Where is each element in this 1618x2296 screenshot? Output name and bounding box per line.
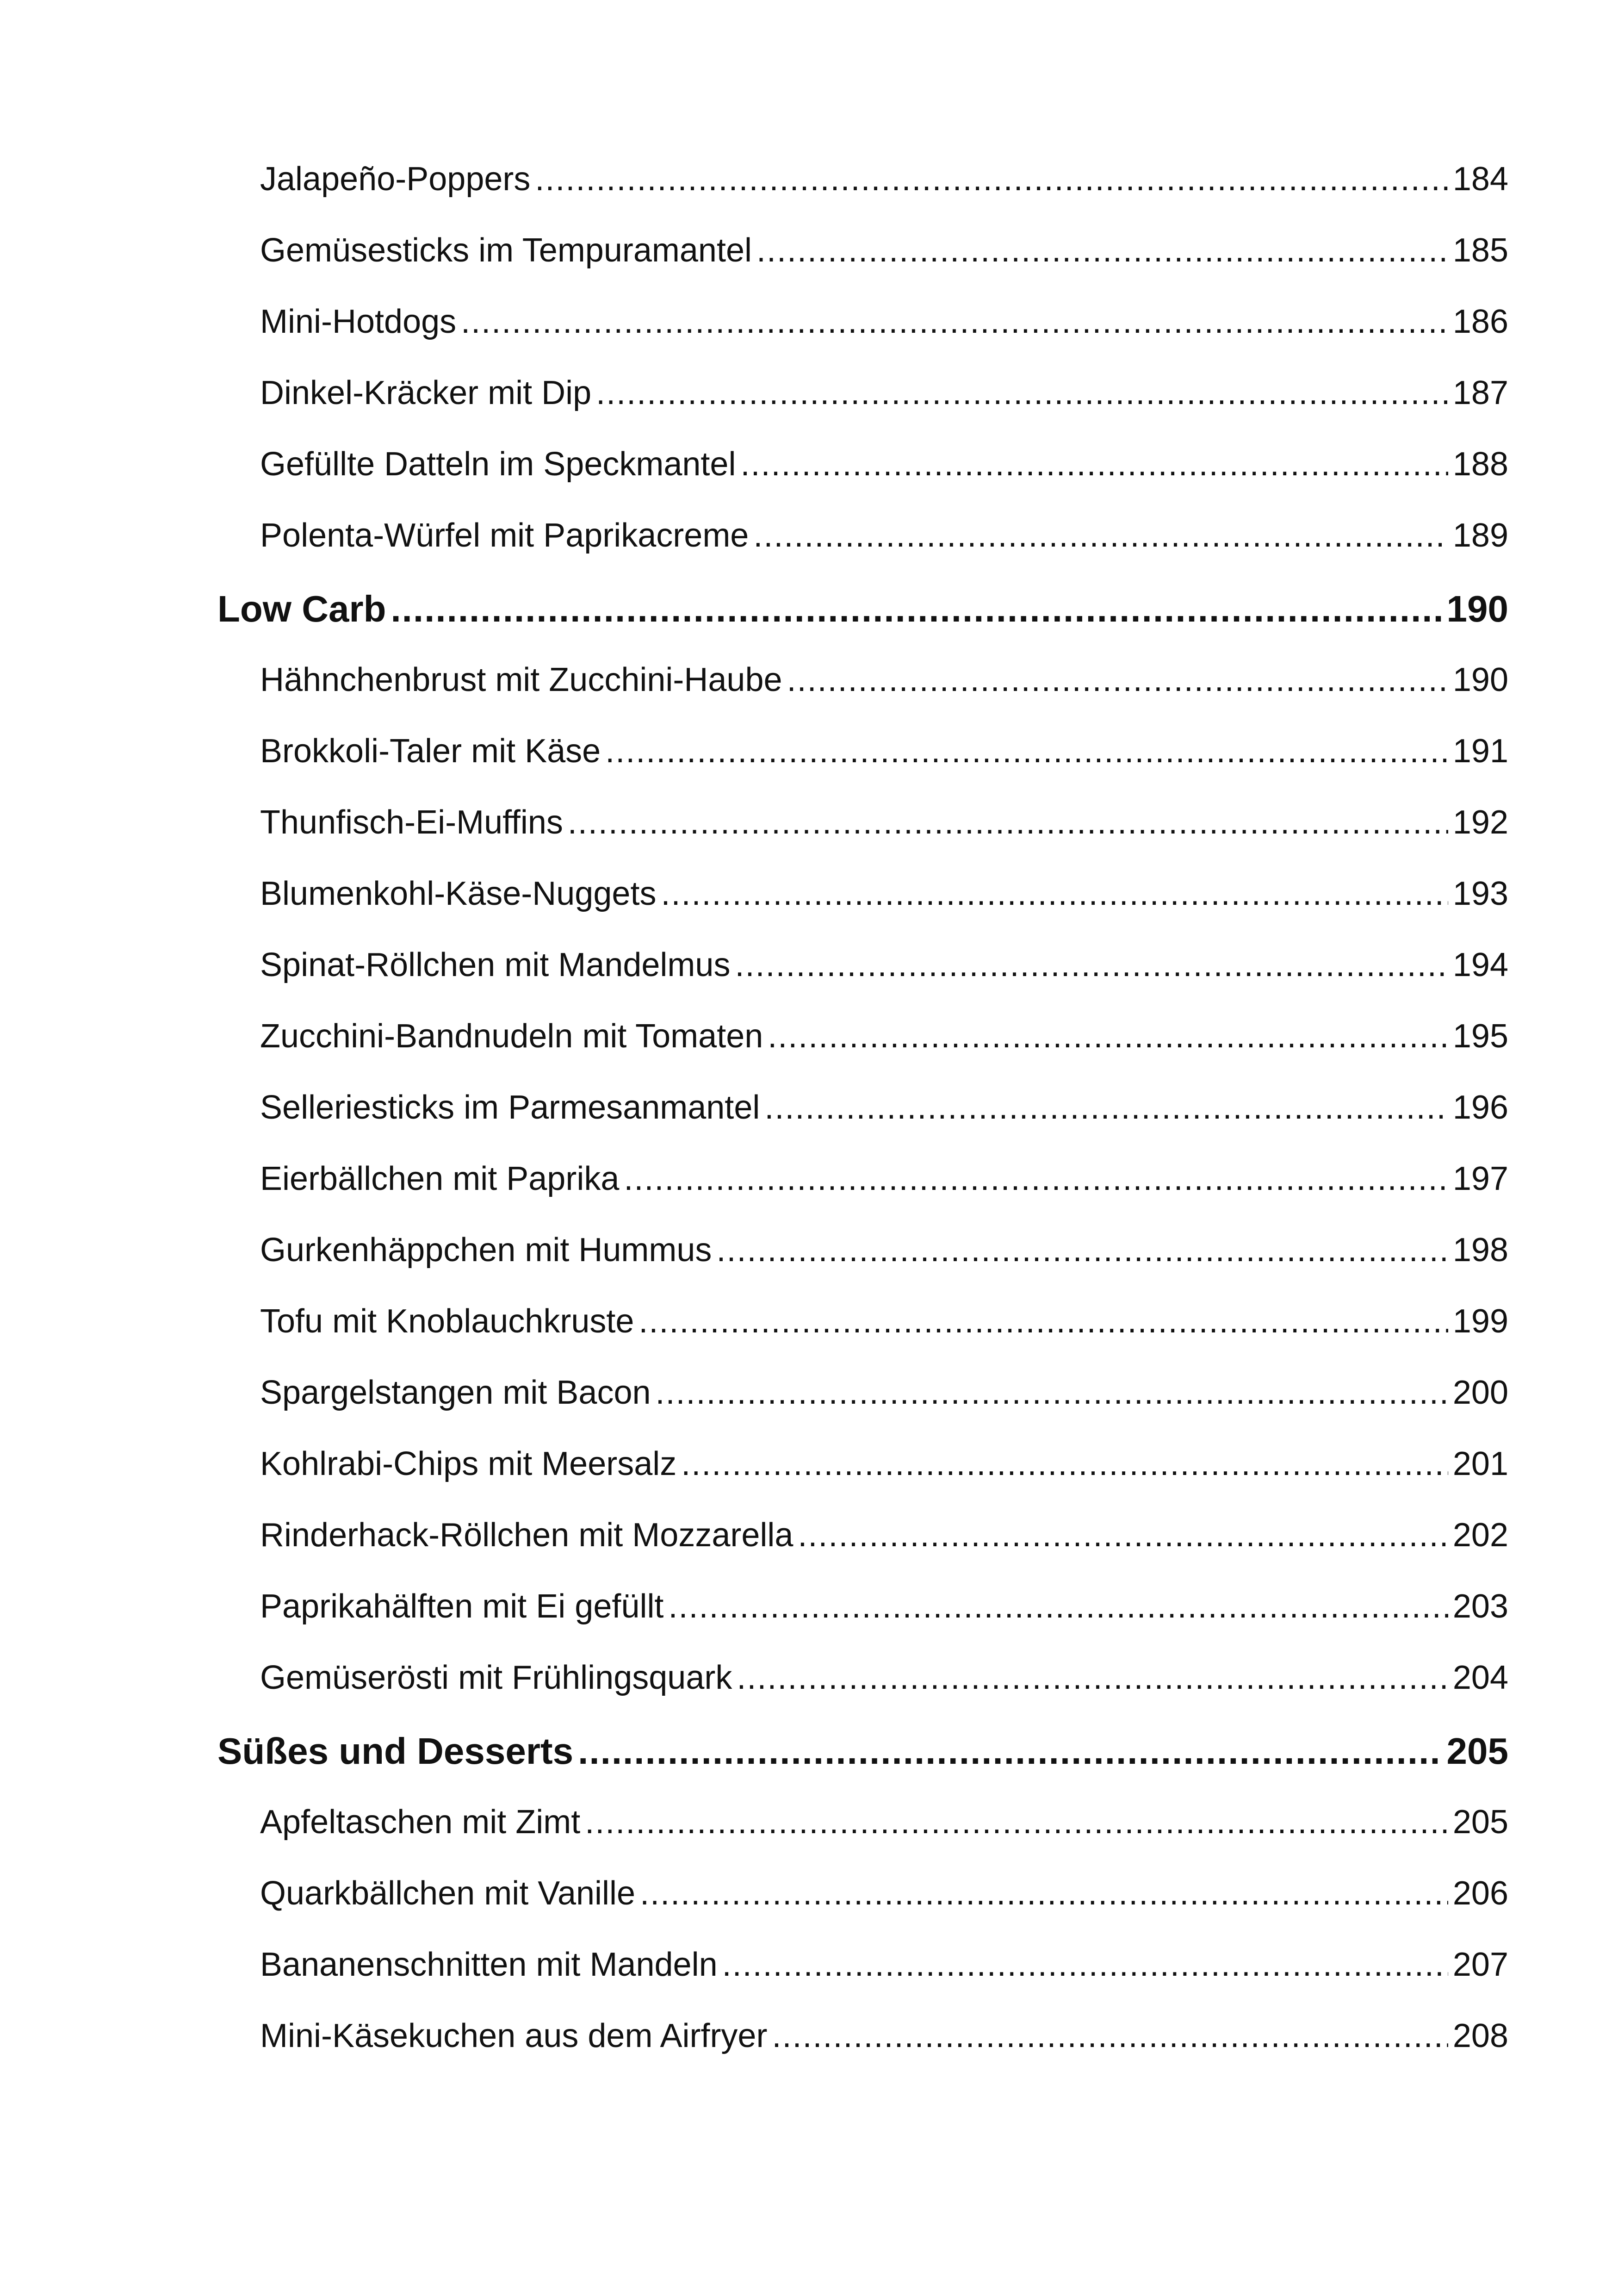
toc-entry-page: 191 bbox=[1452, 733, 1508, 770]
toc-entry-page: 200 bbox=[1452, 1374, 1508, 1411]
dot-leader bbox=[798, 1516, 1448, 1554]
dot-leader bbox=[787, 661, 1448, 699]
dot-leader bbox=[661, 875, 1448, 913]
dot-leader bbox=[764, 1089, 1448, 1126]
toc-entry-page: 202 bbox=[1452, 1517, 1508, 1554]
toc-entry[interactable] bbox=[217, 1587, 1508, 1659]
toc-entry-title: Kohlrabi-Chips mit Meersalz bbox=[260, 1445, 677, 1482]
toc-entry-title: Jalapeño-Poppers bbox=[260, 161, 531, 198]
toc-entry[interactable] bbox=[217, 946, 1508, 1017]
toc-entry-page: 187 bbox=[1452, 374, 1508, 411]
toc-entry-title: Thunfisch-Ei-Muffins bbox=[260, 804, 563, 841]
toc-entry-page: 194 bbox=[1452, 946, 1508, 983]
toc-entry-title: Gefüllte Datteln im Speckmantel bbox=[260, 446, 736, 483]
toc-entry[interactable] bbox=[217, 1160, 1508, 1231]
toc-entry[interactable] bbox=[217, 1302, 1508, 1374]
dot-leader bbox=[756, 231, 1448, 269]
toc-section-heading[interactable] bbox=[217, 1730, 1508, 1803]
dot-leader bbox=[768, 1017, 1448, 1055]
toc-entry[interactable] bbox=[217, 1017, 1508, 1089]
toc-section-page: 190 bbox=[1446, 588, 1508, 629]
toc-entry[interactable] bbox=[217, 1516, 1508, 1587]
toc-entry-page: 203 bbox=[1452, 1588, 1508, 1625]
toc-entry[interactable] bbox=[217, 875, 1508, 946]
toc-entry-title: Brokkoli-Taler mit Käse bbox=[260, 733, 601, 770]
toc-entry[interactable] bbox=[217, 803, 1508, 875]
toc-entry-page: 197 bbox=[1452, 1160, 1508, 1197]
dot-leader bbox=[605, 732, 1448, 770]
toc-entry-page: 205 bbox=[1452, 1804, 1508, 1841]
toc-entry-title: Spargelstangen mit Bacon bbox=[260, 1374, 651, 1411]
toc-entry-page: 190 bbox=[1452, 661, 1508, 698]
dot-leader bbox=[735, 946, 1448, 984]
dot-leader bbox=[640, 1874, 1448, 1912]
dot-leader bbox=[624, 1160, 1448, 1198]
toc-entry[interactable] bbox=[217, 2017, 1508, 2088]
toc-section-title: Süßes und Desserts bbox=[217, 1730, 574, 1772]
toc-entry[interactable] bbox=[217, 1374, 1508, 1445]
toc-entry[interactable] bbox=[217, 1231, 1508, 1302]
dot-leader bbox=[639, 1302, 1448, 1340]
dot-leader bbox=[740, 445, 1448, 483]
toc-entry[interactable] bbox=[217, 445, 1508, 516]
toc-entry-page: 192 bbox=[1452, 804, 1508, 841]
dot-leader bbox=[681, 1445, 1448, 1483]
dot-leader bbox=[656, 1374, 1448, 1412]
toc-entry[interactable] bbox=[217, 303, 1508, 374]
toc-entry-title: Hähnchenbrust mit Zucchini-Haube bbox=[260, 661, 782, 698]
dot-leader bbox=[737, 1659, 1448, 1697]
toc-entry-page: 207 bbox=[1452, 1946, 1508, 1983]
toc-entry-page: 206 bbox=[1452, 1875, 1508, 1912]
toc-entry[interactable] bbox=[217, 1659, 1508, 1730]
toc-entry-title: Polenta-Würfel mit Paprikacreme bbox=[260, 517, 749, 554]
dot-leader bbox=[568, 803, 1448, 841]
toc-entry-title: Paprikahälften mit Ei gefüllt bbox=[260, 1588, 664, 1625]
toc-entry-page: 189 bbox=[1452, 517, 1508, 554]
dot-leader bbox=[578, 1730, 1442, 1773]
toc-section-heading[interactable] bbox=[217, 588, 1508, 661]
toc-entry-title: Gemüserösti mit Frühlingsquark bbox=[260, 1659, 732, 1696]
toc-entry-title: Spinat-Röllchen mit Mandelmus bbox=[260, 946, 731, 983]
toc-entry[interactable] bbox=[217, 1946, 1508, 2017]
toc-entry-page: 201 bbox=[1452, 1445, 1508, 1482]
toc-section-page: 205 bbox=[1446, 1730, 1508, 1772]
toc-entry-title: Selleriesticks im Parmesanmantel bbox=[260, 1089, 760, 1126]
toc-entry-title: Gemüsesticks im Tempuramantel bbox=[260, 232, 752, 269]
dot-leader bbox=[596, 374, 1448, 412]
toc-entry-title: Bananenschnitten mit Mandeln bbox=[260, 1946, 718, 1983]
dot-leader bbox=[585, 1803, 1448, 1841]
toc-entry-page: 184 bbox=[1452, 161, 1508, 198]
toc-entry[interactable] bbox=[217, 516, 1508, 588]
toc-entry[interactable] bbox=[217, 1089, 1508, 1160]
toc-entry-title: Gurkenhäppchen mit Hummus bbox=[260, 1232, 712, 1269]
toc-entry[interactable] bbox=[217, 1803, 1508, 1874]
toc-entry-page: 199 bbox=[1452, 1303, 1508, 1340]
toc-entry-page: 186 bbox=[1452, 303, 1508, 340]
toc-entry-title: Eierbällchen mit Paprika bbox=[260, 1160, 620, 1197]
toc-entry-title: Tofu mit Knoblauchkruste bbox=[260, 1303, 634, 1340]
dot-leader bbox=[753, 516, 1448, 554]
toc-entry[interactable] bbox=[217, 374, 1508, 445]
toc-entry-page: 195 bbox=[1452, 1018, 1508, 1055]
toc-entry-page: 198 bbox=[1452, 1232, 1508, 1269]
toc-entry-page: 208 bbox=[1452, 2017, 1508, 2054]
dot-leader bbox=[722, 1946, 1448, 1984]
toc-entry-page: 204 bbox=[1452, 1659, 1508, 1696]
toc-entry-title: Rinderhack-Röllchen mit Mozzarella bbox=[260, 1517, 794, 1554]
toc-entry[interactable] bbox=[217, 661, 1508, 732]
toc-entry-page: 193 bbox=[1452, 875, 1508, 912]
toc-entry[interactable] bbox=[217, 160, 1508, 231]
toc-entry[interactable] bbox=[217, 1445, 1508, 1516]
toc-entry-title: Mini-Käsekuchen aus dem Airfryer bbox=[260, 2017, 768, 2054]
table-of-contents bbox=[217, 160, 1508, 2088]
toc-entry[interactable] bbox=[217, 732, 1508, 803]
dot-leader bbox=[535, 160, 1448, 198]
dot-leader bbox=[716, 1231, 1448, 1269]
toc-entry-title: Blumenkohl-Käse-Nuggets bbox=[260, 875, 657, 912]
toc-entry[interactable] bbox=[217, 1874, 1508, 1946]
dot-leader bbox=[461, 303, 1448, 341]
toc-entry-title: Apfeltaschen mit Zimt bbox=[260, 1804, 581, 1841]
toc-entry-page: 188 bbox=[1452, 446, 1508, 483]
dot-leader bbox=[668, 1587, 1448, 1625]
dot-leader bbox=[772, 2017, 1448, 2055]
toc-entry-title: Quarkbällchen mit Vanille bbox=[260, 1875, 636, 1912]
dot-leader bbox=[391, 588, 1442, 630]
toc-entry-page: 185 bbox=[1452, 232, 1508, 269]
toc-section-title: Low Carb bbox=[217, 588, 386, 629]
toc-entry-title: Dinkel-Kräcker mit Dip bbox=[260, 374, 592, 411]
toc-entry-page: 196 bbox=[1452, 1089, 1508, 1126]
toc-entry[interactable] bbox=[217, 231, 1508, 303]
toc-entry-title: Zucchini-Bandnudeln mit Tomaten bbox=[260, 1018, 763, 1055]
toc-entry-title: Mini-Hotdogs bbox=[260, 303, 457, 340]
